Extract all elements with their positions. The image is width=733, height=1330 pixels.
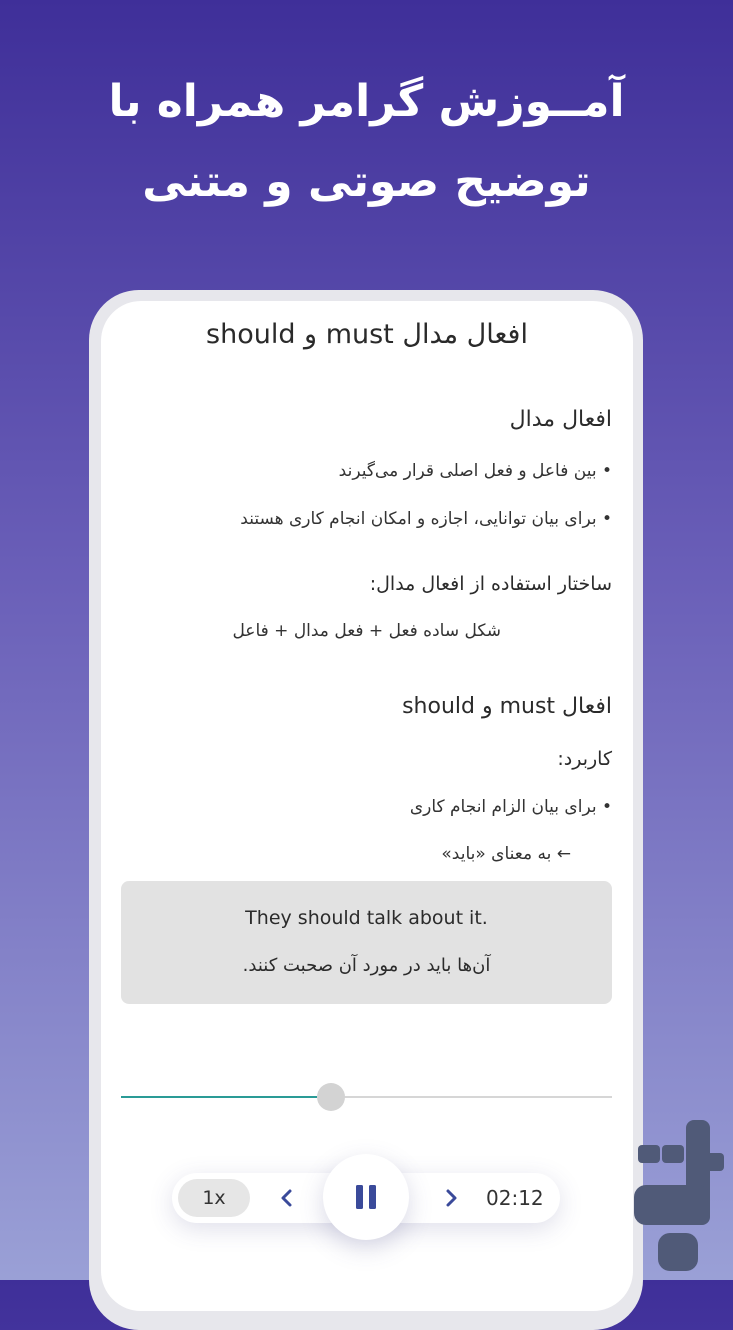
structure-formula: شکل ساده فعل + فعل مدال + فاعل bbox=[232, 621, 501, 641]
play-pause-button[interactable] bbox=[323, 1154, 409, 1240]
promo-headline-line1: آمــوزش گرامر همراه با bbox=[108, 76, 625, 127]
promo-headline-line2: توضیح صوتی و متنی bbox=[142, 156, 591, 207]
lesson-screen bbox=[101, 301, 633, 1311]
bullet-item: • بین فاعل و فعل اصلی قرار می‌گیرند bbox=[339, 461, 612, 481]
audio-progress-thumb[interactable] bbox=[317, 1083, 345, 1111]
structure-heading: ساختار استفاده از افعال مدال: bbox=[369, 573, 612, 595]
playback-time: 02:12 bbox=[486, 1186, 544, 1210]
chevron-left-icon[interactable] bbox=[276, 1187, 298, 1209]
meaning-line: ← به معنای «باید» bbox=[441, 844, 571, 864]
bullet-item: • برای بیان توانایی، اجازه و امکان انجام کاری هستند bbox=[240, 509, 612, 529]
promo-headline bbox=[0, 62, 733, 222]
speed-button[interactable]: 1x bbox=[178, 1179, 250, 1217]
usage-bullet: • برای بیان الزام انجام کاری bbox=[410, 797, 612, 817]
section-heading-must-should: افعال must و should bbox=[402, 694, 612, 719]
audio-progress-fill bbox=[121, 1096, 317, 1098]
example-english: They should talk about it. bbox=[245, 907, 488, 929]
audio-progress-track[interactable] bbox=[121, 1096, 612, 1098]
bazaar-logo bbox=[628, 1115, 728, 1275]
section-heading-modals: افعال مدال bbox=[509, 407, 612, 432]
example-box bbox=[121, 881, 612, 1004]
example-persian: آن‌ها باید در مورد آن صحبت کنند. bbox=[242, 955, 491, 976]
usage-label: کاربرد: bbox=[557, 748, 612, 770]
lesson-title: افعال مدال must و should bbox=[206, 319, 528, 350]
chevron-right-icon[interactable] bbox=[440, 1187, 462, 1209]
pause-icon bbox=[323, 1154, 409, 1240]
